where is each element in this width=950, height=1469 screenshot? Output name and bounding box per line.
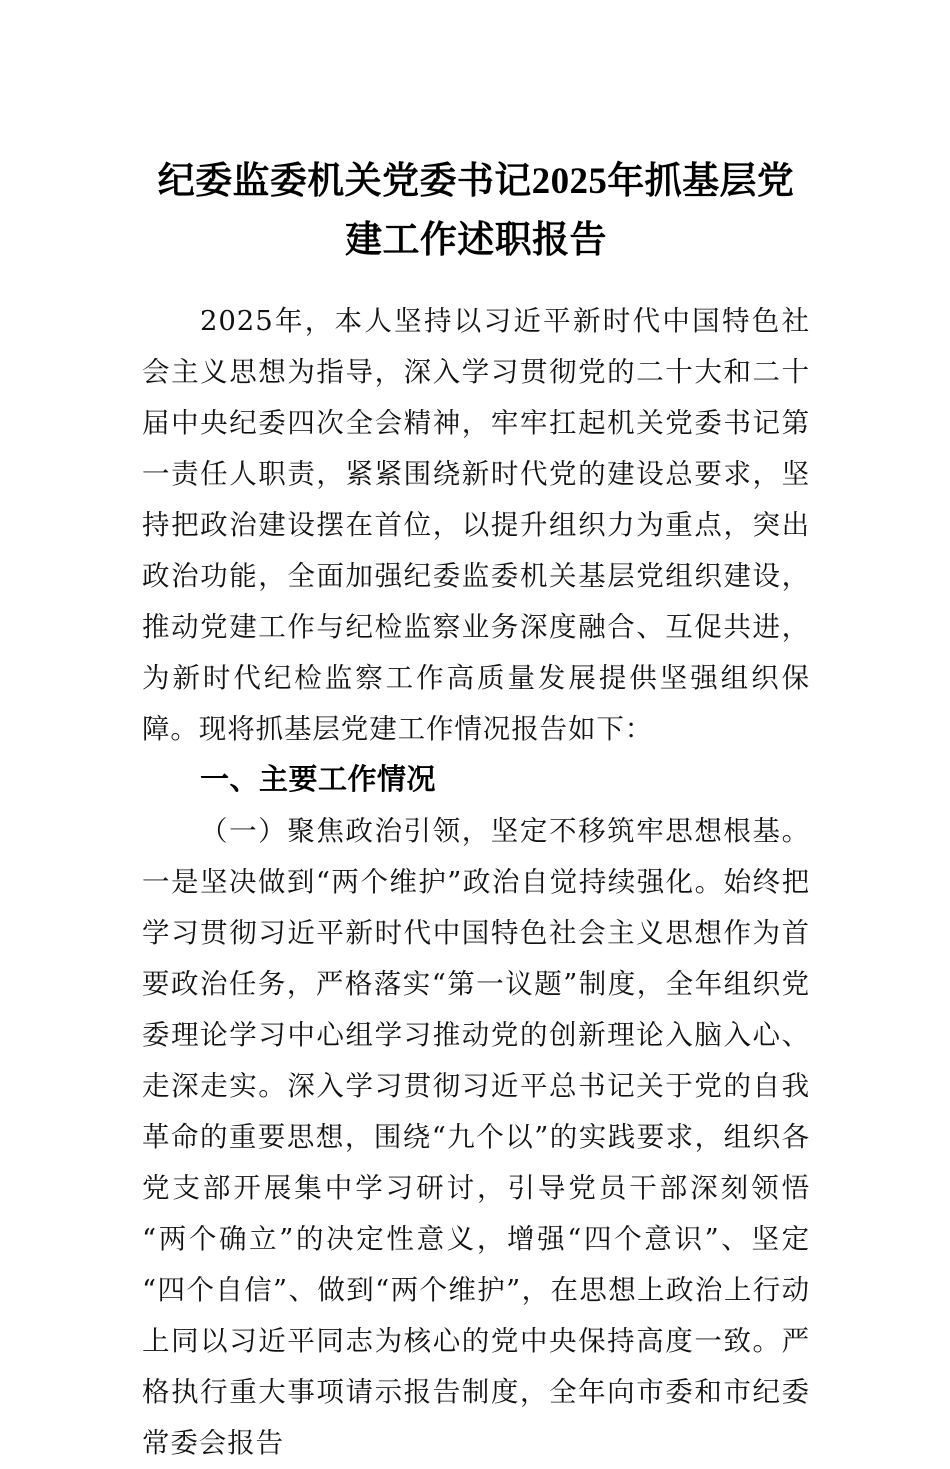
section-heading-main-work: 一、主要工作情况 [200,764,437,796]
document-content [142,0,810,1469]
section-1-paragraph-1: （一）聚焦政治引领，坚定不移筑牢思想根基。一是坚决做到“两个维护”政治自觉持续强化。始终把学习贯彻习近平新时代中国特色社会主义思想作为首要政治任务，严格落实“第一议题”制度，全年组织党委理论学习中心组学习推动党的创新理论入脑入心、走深走实。深入学习贯彻习近平总书记关于党的自我革命的重要思想，围绕“九个以”的实践要求，组织各党支部开展集中学习研讨，引导党员干部深刻领悟“两个确立”的决定性意义，增强“四个意识”、坚定“四个自信”、做到“两个维护”，在思想上政治上行动上同以习近平同志为核心的党中央保持高度一致。严格执行重大事项请示报告制度，全年向市委和市纪委常委会报告 [142,815,810,1459]
page-title: 纪委监委机关党委书记2025年抓基层党建工作述职报告 [157,161,795,261]
intro-paragraph: 2025年，本人坚持以习近平新时代中国特色社会主义思想为指导，深入学习贯彻党的二十大和二十届中央纪委四次全会精神，牢牢扛起机关党委书记第一责任人职责，紧紧围绕新时代党的建设总要求，坚持把政治建设摆在首位，以提升组织力为重点，突出政治功能，全面加强纪委监委机关基层党组织建设，推动党建工作与纪检监察业务深度融合、互促共进，为新时代纪检监察工作高质量发展提供坚强组织保障。现将抓基层党建工作情况报告如下： [142,305,810,745]
